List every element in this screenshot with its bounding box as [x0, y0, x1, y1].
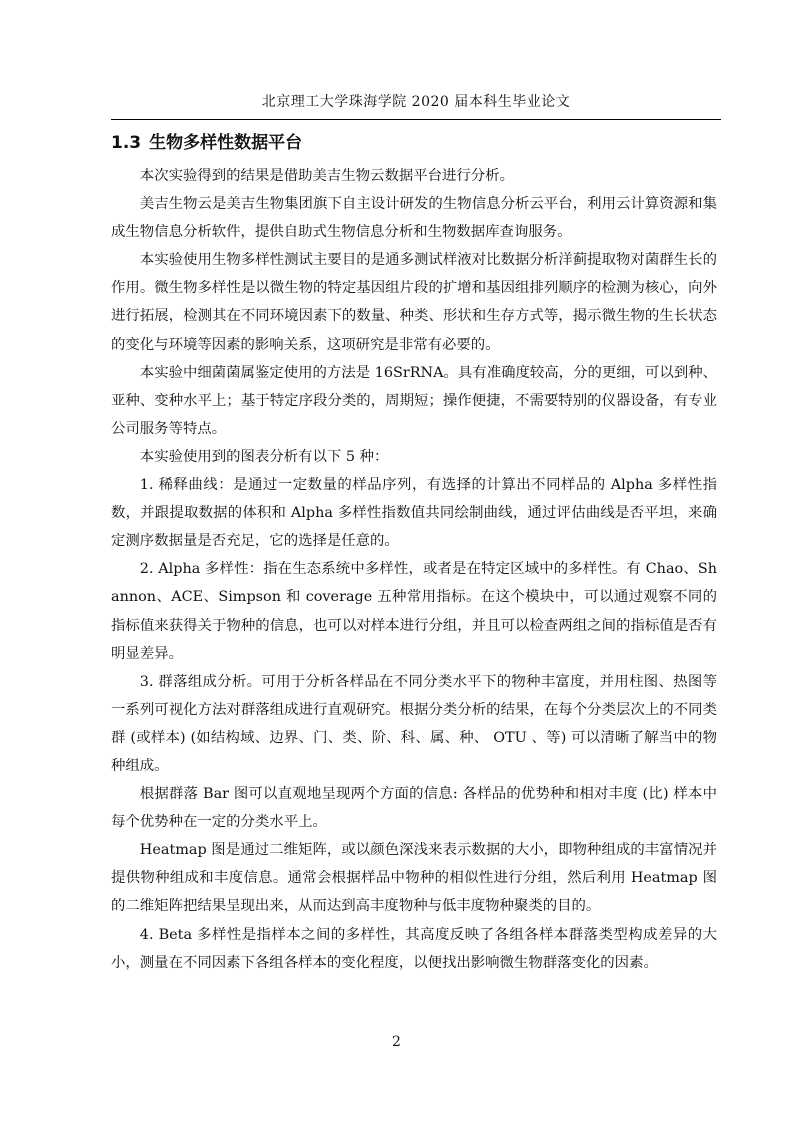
running-header: 北京理工大学珠海学院 2020 届本科生毕业论文	[261, 94, 571, 110]
paragraph-method: 本实验中细菌菌属鉴定使用的方法是 16SrRNA。具有准确度较高，分的更细，可以到种、亚种、变种水平上；基于特定序段分类的，周期短；操作便捷，不需要特别的仪器设备，有专业公司服务等特点。	[111, 364, 717, 437]
paragraph-purpose: 本实验使用生物多样性测试主要目的是通多测试样液对比数据分析洋蓟提取物对菌群生长的作用。微生物多样性是以微生物的特定基因组片段的扩增和基因组排列顺序的检测为核心，向外进行拓展，检测其在不同环境因素下的数量、种类、形状和生存方式等，揭示微生物的生长状态的变化与环境等因素的影响关系，这项研究是非常有必要的。	[111, 252, 717, 353]
section-title: 生物多样性数据平台	[149, 133, 303, 153]
paragraph-intro: 本次实验得到的结果是借助美吉生物云数据平台进行分析。	[139, 168, 514, 184]
section-number: 1.3	[111, 133, 142, 153]
paragraph-rarefaction: 1. 稀释曲线：是通过一定数量的样品序列，有选择的计算出不同样品的 Alpha 多样性指数，并跟提取数据的体积和 Alpha 多样性指数值共同绘制曲线，通过评估曲线是否平坦，来确定测序数据量是否充足，它的选择是任意的。	[111, 477, 717, 550]
paragraph-heatmap: Heatmap 图是通过二维矩阵，或以颜色深浅来表示数据的大小，即物种组成的丰富情况并提供物种组成和丰度信息。通常会根据样品中物种的相似性进行分组，然后利用 Heatmap 图的二维矩阵把结果呈现出来，从而达到高丰度物种与低丰度物种聚类的目的。	[111, 842, 717, 915]
paragraph-bar-chart: 根据群落 Bar 图可以直观地呈现两个方面的信息: 各样品的优势种和相对丰度 (比) 样本中每个优势种在一定的分类水平上。	[111, 786, 717, 831]
section-heading	[111, 131, 302, 155]
paragraph-community: 3. 群落组成分析。可用于分析各样品在不同分类水平下的物种丰富度，并用柱图、热图等一系列可视化方法对群落组成进行直观研究。根据分类分析的结果，在每个分类层次上的不同类群 (或样本) (如结构域、边界、门、类、阶、科、属、种、 OTU 、等) 可以清晰了解当中的物种组成。	[111, 673, 717, 774]
body-text	[111, 162, 717, 977]
paragraph-platform: 美吉生物云是美吉生物集团旗下自主设计研发的生物信息分析云平台，利用云计算资源和集成生物信息分析软件，提供自助式生物信息分析和生物数据库查询服务。	[111, 196, 717, 241]
header-rule	[111, 119, 721, 120]
paragraph-beta: 4. Beta 多样性是指样本之间的多样性，其高度反映了各组各样本群落类型构成差异的大小，测量在不同因素下各组各样本的变化程度，以便找出影响微生物群落变化的因素。	[111, 926, 717, 971]
paragraph-alpha: 2. Alpha 多样性：指在生态系统中多样性，或者是在特定区域中的多样性。有 Chao、Shannon、ACE、Simpson 和 coverage 五种常用指标。在这个模块中，可以通过观察不同的指标值来获得关于物种的信息，也可以对样本进行分组，并且可以检查两组之间的指标值是否有明显差异。	[111, 561, 717, 662]
paragraph-chart-list-intro: 本实验使用到的图表分析有以下 5 种：	[139, 448, 389, 465]
page-number: 2	[392, 1034, 401, 1050]
